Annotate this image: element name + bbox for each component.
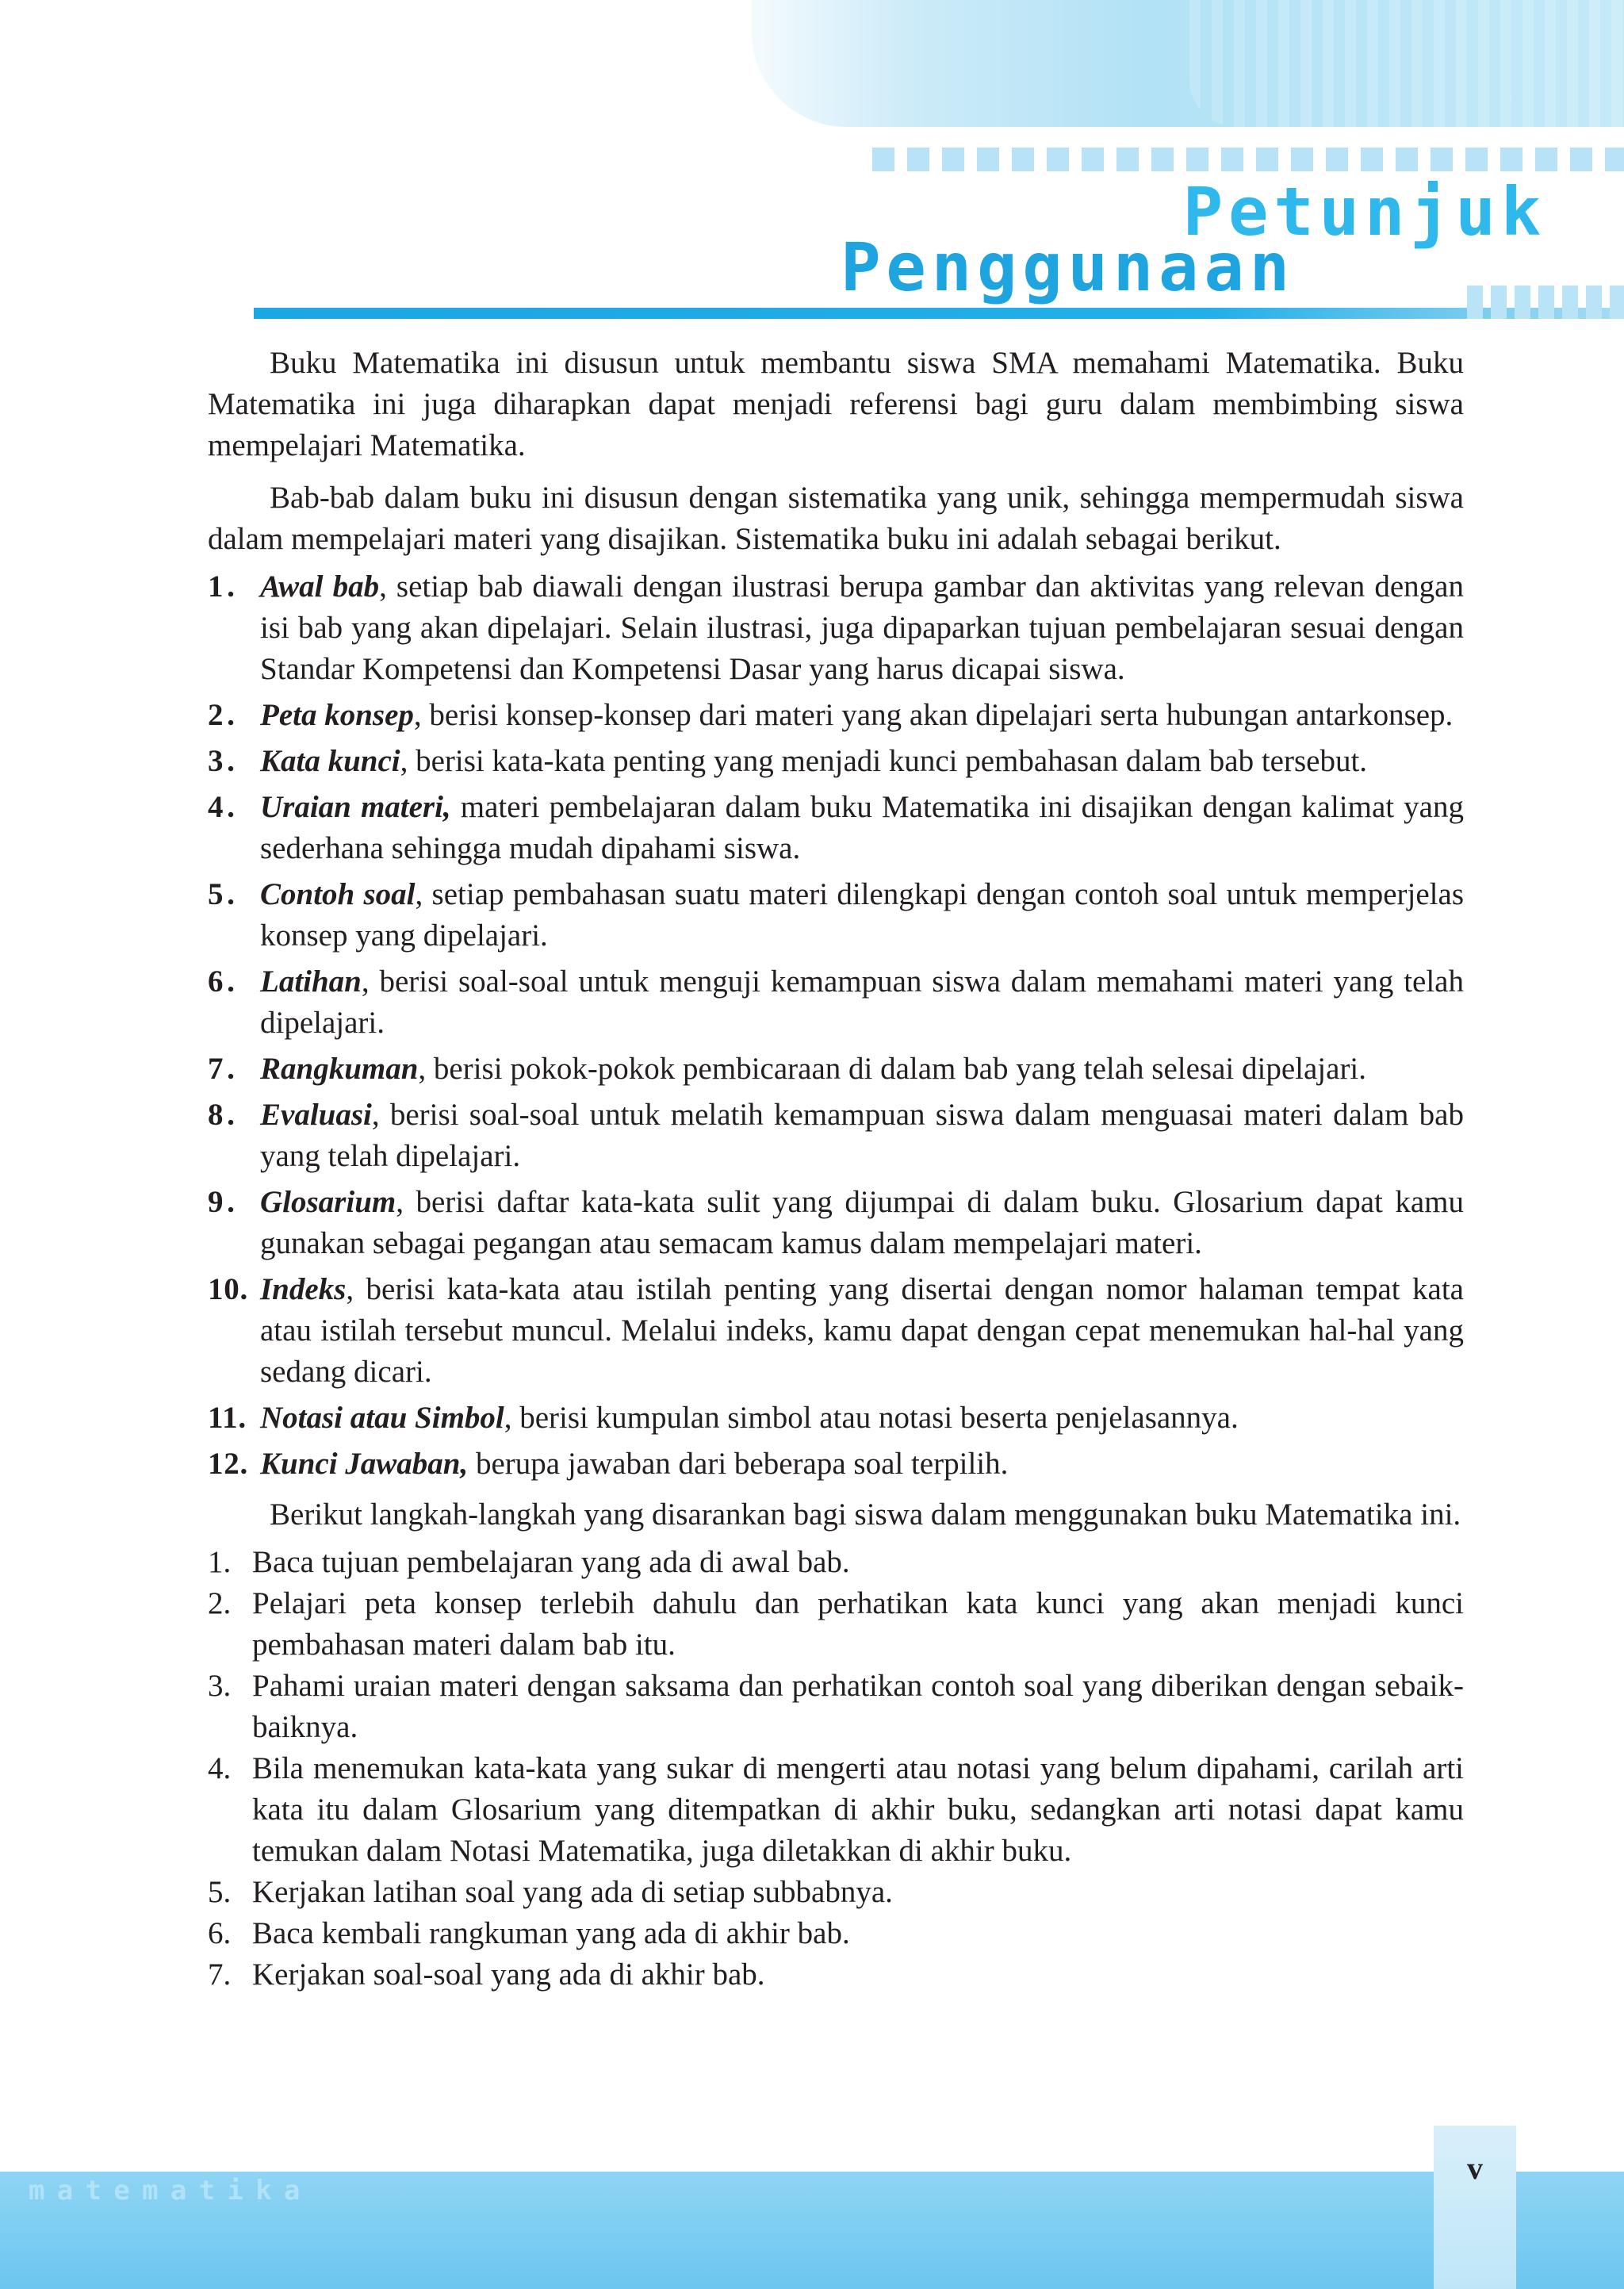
- feature-term: Rangkuman: [260, 1052, 419, 1086]
- feature-desc: , berisi kumpulan simbol atau notasi beserta penjelasannya.: [504, 1401, 1239, 1435]
- feature-list: [208, 566, 1464, 1485]
- header-rule: [254, 308, 1624, 319]
- page-title: [841, 173, 1554, 306]
- feature-term: Evaluasi: [260, 1098, 372, 1132]
- feature-desc: , berisi kata-kata penting yang menjadi kunci pembahasan dalam bab tersebut.: [400, 744, 1368, 778]
- feature-number: 9.: [208, 1185, 239, 1219]
- feature-desc: , berisi konsep-konsep dari materi yang akan dipelajari serta hubungan antarkonsep.: [413, 698, 1454, 732]
- intro-paragraph-2: Bab-bab dalam buku ini disusun dengan sistematika yang unik, sehingga mempermudah siswa dalam mempelajari materi yang disajikan. Sistematika buku ini adalah sebagai berikut.: [208, 481, 1464, 556]
- feature-term: Uraian materi,: [260, 790, 451, 824]
- step-item: [208, 1913, 1464, 1954]
- feature-number: 1.: [208, 569, 239, 604]
- footer-watermark: matematika: [29, 2175, 312, 2207]
- feature-number: 11.: [208, 1401, 247, 1435]
- step-item: [208, 1872, 1464, 1913]
- feature-desc: , setiap bab diawali dengan ilustrasi berupa gambar dan aktivitas yang relevan dengan isi bab yang akan dipelajari. Selain ilustrasi, juga dipaparkan tujuan pembelajaran sesuai dengan Standar Kompetensi dan Kompetensi Dasar yang harus dicapai siswa.: [260, 569, 1464, 686]
- feature-number: 5.: [208, 877, 239, 911]
- feature-item: [208, 874, 1464, 957]
- feature-desc: , berisi kata-kata atau istilah penting yang disertai dengan nomor halaman tempat kata atau istilah tersebut muncul. Melalui indeks, kamu dapat dengan cepat menemukan hal-hal yang sedang dicari.: [260, 1272, 1464, 1389]
- feature-term: Kata kunci: [260, 744, 400, 778]
- step-number: 4.: [208, 1751, 232, 1785]
- step-item: [208, 1666, 1464, 1748]
- step-number: 2.: [208, 1586, 232, 1620]
- page-number: v: [1467, 2150, 1483, 2186]
- feature-term: Kunci Jawaban,: [260, 1447, 469, 1481]
- feature-number: 3.: [208, 744, 239, 778]
- feature-item: [208, 961, 1464, 1044]
- feature-item: [208, 1095, 1464, 1177]
- feature-item: [208, 1182, 1464, 1264]
- feature-term: Notasi atau Simbol: [260, 1401, 504, 1435]
- header-dots: [872, 148, 1624, 171]
- feature-desc: , berisi soal-soal untuk melatih kemampuan siswa dalam menguasai materi dalam bab yang telah dipelajari.: [260, 1098, 1464, 1173]
- feature-desc: , setiap pembahasan suatu materi dilengkapi dengan contoh soal untuk memperjelas konsep yang dipelajari.: [260, 877, 1464, 953]
- header-rule-stripes: [1467, 286, 1624, 319]
- step-text: Bila menemukan kata-kata yang sukar di mengerti atau notasi yang belum dipahami, carilah arti kata itu dalam Glosarium yang ditempatkan di akhir buku, sedangkan arti notasi dapat kamu temukan dalam Notasi Matematika, juga diletakkan di akhir buku.: [252, 1751, 1464, 1868]
- step-item: [208, 1954, 1464, 1996]
- feature-desc: , berisi pokok-pokok pembicaraan di dalam bab yang telah selesai dipelajari.: [418, 1052, 1367, 1086]
- feature-number: 8.: [208, 1098, 239, 1132]
- feature-term: Peta konsep: [260, 698, 414, 732]
- feature-term: Awal bab: [260, 569, 380, 604]
- step-text: Pelajari peta konsep terlebih dahulu dan perhatikan kata kunci yang akan menjadi kunci pembahasan materi dalam bab itu.: [252, 1586, 1464, 1662]
- step-number: 3.: [208, 1669, 232, 1703]
- feature-number: 4.: [208, 790, 239, 824]
- step-number: 6.: [208, 1916, 232, 1950]
- feature-number: 7.: [208, 1052, 239, 1086]
- step-number: 5.: [208, 1875, 232, 1909]
- feature-number: 2.: [208, 698, 239, 732]
- page-title-line2: Penggunaan: [841, 228, 1295, 306]
- page-title-line1: Petunjuk: [1182, 173, 1546, 251]
- feature-term: Contoh soal: [260, 877, 416, 911]
- feature-item: [208, 1049, 1464, 1090]
- feature-term: Latihan: [260, 964, 362, 999]
- header-stripes: [1189, 0, 1624, 127]
- body-text: [208, 343, 1464, 1996]
- feature-term: Indeks: [260, 1272, 347, 1306]
- steps-intro: Berikut langkah-langkah yang disarankan bagi siswa dalam menggunakan buku Matematika ini.: [270, 1497, 1461, 1532]
- step-text: Baca tujuan pembelajaran yang ada di awal bab.: [252, 1545, 850, 1579]
- step-number: 7.: [208, 1957, 232, 1992]
- step-item: [208, 1748, 1464, 1872]
- feature-item: [208, 566, 1464, 690]
- step-text: Kerjakan latihan soal yang ada di setiap subbabnya.: [252, 1875, 893, 1909]
- feature-desc: , berisi daftar kata-kata sulit yang dijumpai di dalam buku. Glosarium dapat kamu gunakan sebagai pegangan atau semacam kamus dalam mempelajari materi.: [260, 1185, 1464, 1260]
- feature-item: [208, 1444, 1464, 1485]
- feature-item: [208, 1398, 1464, 1439]
- step-text: Kerjakan soal-soal yang ada di akhir bab.: [252, 1957, 765, 1992]
- intro-paragraph-1: Buku Matematika ini disusun untuk membantu siswa SMA memahami Matematika. Buku Matematika ini juga diharapkan dapat menjadi referensi bagi guru dalam membimbing siswa mempelajari Matematika.: [208, 346, 1464, 462]
- step-text: Baca kembali rangkuman yang ada di akhir bab.: [252, 1916, 850, 1950]
- step-number: 1.: [208, 1545, 232, 1579]
- feature-desc: berupa jawaban dari beberapa soal terpilih.: [468, 1447, 1009, 1481]
- feature-number: 10.: [208, 1272, 249, 1306]
- feature-item: [208, 695, 1464, 736]
- step-item: [208, 1542, 1464, 1583]
- feature-desc: materi pembelajaran dalam buku Matematika ini disajikan dengan kalimat yang sederhana sehingga mudah dipahami siswa.: [260, 790, 1464, 865]
- feature-number: 12.: [208, 1447, 249, 1481]
- step-text: Pahami uraian materi dengan saksama dan perhatikan contoh soal yang diberikan dengan sebaik-baiknya.: [252, 1669, 1464, 1744]
- steps-list: [208, 1542, 1464, 1996]
- feature-term: Glosarium: [260, 1185, 396, 1219]
- feature-item: [208, 1269, 1464, 1393]
- feature-item: [208, 787, 1464, 869]
- feature-number: 6.: [208, 964, 239, 999]
- feature-desc: , berisi soal-soal untuk menguji kemampuan siswa dalam memahami materi yang telah dipelajari.: [260, 964, 1464, 1040]
- step-item: [208, 1583, 1464, 1666]
- feature-item: [208, 741, 1464, 782]
